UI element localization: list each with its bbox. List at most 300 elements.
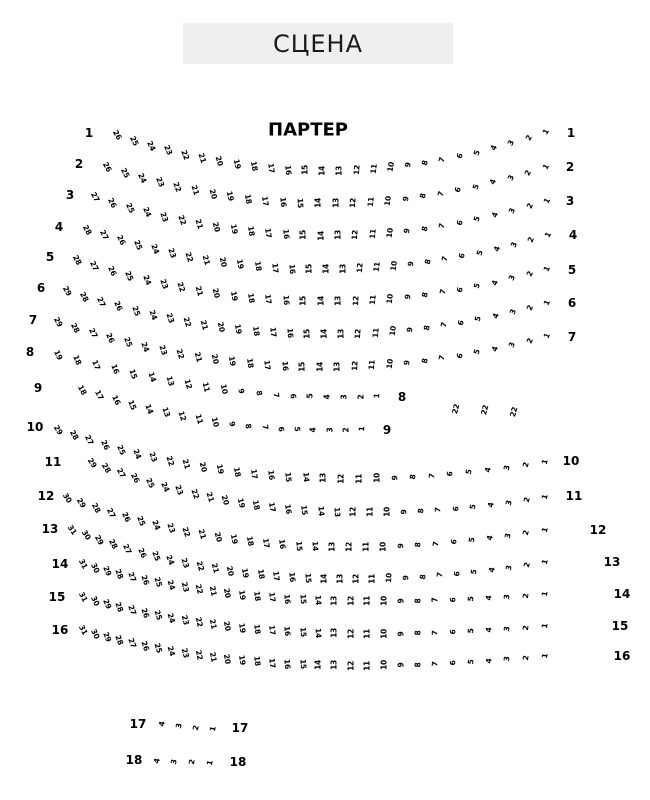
seat[interactable]: 6	[454, 152, 465, 161]
seat[interactable]: 18	[252, 260, 263, 272]
seat[interactable]: 28	[113, 633, 126, 647]
seat[interactable]: 9	[402, 227, 413, 235]
seat[interactable]: 5	[305, 393, 315, 399]
seat[interactable]: 15	[297, 594, 308, 605]
seat[interactable]: 19	[228, 223, 240, 236]
seat[interactable]: 22	[175, 281, 188, 294]
seat[interactable]: 1	[541, 196, 552, 206]
seat[interactable]: 21	[198, 318, 210, 331]
seat[interactable]: 3	[169, 758, 180, 765]
seat[interactable]: 31	[65, 523, 79, 537]
seat[interactable]: 5	[465, 659, 476, 665]
seat[interactable]: 4	[489, 278, 500, 287]
seat[interactable]: 24	[166, 644, 178, 657]
seat[interactable]: 14	[146, 371, 158, 384]
seat[interactable]: 1	[357, 426, 367, 432]
seat[interactable]: 19	[239, 566, 251, 579]
seat[interactable]: 19	[231, 158, 243, 170]
seat[interactable]: 24	[158, 480, 171, 493]
seat[interactable]: 15	[126, 398, 139, 411]
seat[interactable]: 28	[80, 223, 94, 237]
seat[interactable]: 2	[341, 427, 351, 433]
seat[interactable]: 24	[140, 273, 153, 287]
seat[interactable]: 9	[399, 509, 409, 515]
seat[interactable]: 10	[378, 541, 388, 552]
seat[interactable]: 24	[166, 611, 178, 624]
seat[interactable]: 16	[266, 469, 277, 481]
seat[interactable]: 26	[112, 300, 125, 313]
seat[interactable]: 13	[164, 374, 176, 387]
seat[interactable]: 26	[139, 606, 152, 619]
seat[interactable]: 14	[315, 296, 325, 307]
seat[interactable]: 16	[286, 571, 298, 583]
seat[interactable]: 25	[121, 336, 134, 349]
seat[interactable]: 26	[119, 510, 132, 524]
seat[interactable]: 17	[271, 570, 282, 582]
seat[interactable]: 23	[165, 522, 178, 535]
seat[interactable]: 21	[196, 152, 209, 165]
seat[interactable]: 2	[523, 168, 534, 177]
seat[interactable]: 6	[276, 425, 286, 432]
seat[interactable]: 8	[421, 324, 432, 332]
seat[interactable]: 3	[173, 722, 184, 730]
seat[interactable]: 22	[193, 616, 205, 629]
seat[interactable]: 13	[333, 230, 343, 241]
seat[interactable]: 26	[100, 160, 114, 174]
seat[interactable]: 19	[236, 621, 248, 634]
seat[interactable]: 4	[485, 501, 496, 509]
seat[interactable]: 28	[113, 567, 126, 581]
seat[interactable]: 9	[401, 359, 412, 366]
seat[interactable]: 8	[413, 598, 423, 604]
seat[interactable]: 15	[303, 264, 313, 275]
seat[interactable]: 9	[395, 631, 405, 637]
seat[interactable]: 16	[281, 294, 292, 306]
seat[interactable]: 3	[502, 656, 513, 663]
seat[interactable]: 10	[384, 293, 396, 305]
seat[interactable]: 20	[197, 460, 209, 473]
seat[interactable]: 25	[123, 269, 136, 282]
seat[interactable]: 3	[504, 564, 514, 571]
seat[interactable]: 4	[484, 595, 494, 601]
seat[interactable]: 27	[114, 466, 128, 480]
seat[interactable]: 1	[541, 331, 552, 341]
seat[interactable]: 30	[88, 561, 102, 574]
seat[interactable]: 28	[99, 461, 113, 475]
seat[interactable]: 16	[282, 625, 293, 637]
seat[interactable]: 18	[250, 325, 261, 337]
seat[interactable]: 16	[277, 538, 288, 550]
seat[interactable]: 2	[524, 336, 535, 345]
seat[interactable]: 5	[471, 215, 483, 224]
seat[interactable]: 12	[353, 328, 363, 339]
seat[interactable]: 9	[390, 474, 400, 481]
seat[interactable]: 10	[218, 383, 230, 395]
seat[interactable]: 18	[251, 655, 263, 667]
seat[interactable]: 17	[263, 227, 274, 239]
seat[interactable]: 5	[463, 469, 474, 476]
seat[interactable]: 26	[135, 546, 148, 559]
seat[interactable]: 20	[222, 620, 233, 632]
seat[interactable]: 21	[207, 585, 219, 598]
seat[interactable]: 7	[440, 255, 451, 263]
seat[interactable]: 27	[86, 326, 100, 340]
seat[interactable]: 17	[267, 326, 278, 338]
seat[interactable]: 19	[228, 533, 240, 546]
seat[interactable]: 3	[507, 307, 518, 316]
seat[interactable]: 9	[402, 293, 413, 301]
seat[interactable]: 10	[372, 473, 382, 484]
seat[interactable]: 6	[456, 318, 467, 327]
seat[interactable]: 5	[471, 348, 482, 356]
seat[interactable]: 17	[266, 624, 278, 636]
seat[interactable]: 29	[85, 456, 99, 470]
seat[interactable]: 24	[136, 171, 149, 184]
seat[interactable]: 14	[313, 198, 323, 209]
seat[interactable]: 22	[181, 315, 193, 328]
seat[interactable]: 17	[248, 467, 260, 480]
seat[interactable]: 23	[164, 312, 176, 325]
seat[interactable]: 26	[129, 471, 142, 485]
seat[interactable]: 23	[158, 277, 171, 290]
seat[interactable]: 25	[132, 238, 145, 252]
seat[interactable]: 2	[525, 235, 536, 245]
seat[interactable]: 20	[207, 187, 219, 200]
seat[interactable]: 8	[416, 508, 426, 514]
seat[interactable]: 18	[244, 357, 256, 369]
seat[interactable]: 8	[243, 422, 254, 429]
seat[interactable]: 16	[282, 658, 293, 669]
seat[interactable]: 10	[378, 660, 388, 671]
seat[interactable]: 3	[502, 593, 512, 600]
seat[interactable]: 2	[521, 529, 532, 537]
seat[interactable]: 19	[236, 654, 248, 666]
seat[interactable]: 14	[313, 594, 324, 606]
seat[interactable]: 8	[419, 357, 430, 364]
seat[interactable]: 3	[501, 464, 512, 472]
seat[interactable]: 20	[219, 494, 232, 507]
seat[interactable]: 12	[336, 473, 346, 484]
seat[interactable]: 17	[262, 359, 273, 371]
seat[interactable]: 7	[437, 156, 448, 164]
seat[interactable]: 18	[242, 193, 254, 205]
seat[interactable]: 13	[318, 473, 328, 484]
seat[interactable]: 28	[113, 600, 126, 614]
seat[interactable]: 23	[179, 647, 191, 659]
seat[interactable]: 22	[450, 403, 462, 415]
seat[interactable]: 12	[344, 542, 354, 552]
seat[interactable]: 3	[324, 427, 334, 433]
seat[interactable]: 2	[521, 561, 532, 569]
seat[interactable]: 22	[179, 148, 192, 161]
seat[interactable]: 7	[438, 321, 449, 329]
seat[interactable]: 2	[521, 592, 531, 599]
seat[interactable]: 1	[372, 393, 382, 399]
seat[interactable]: 28	[70, 253, 84, 267]
seat[interactable]: 13	[332, 361, 342, 372]
seat[interactable]: 10	[387, 325, 398, 337]
seat[interactable]: 27	[83, 433, 96, 447]
seat[interactable]: 7	[436, 354, 447, 362]
seat[interactable]: 15	[298, 296, 308, 306]
seat[interactable]: 19	[224, 190, 236, 203]
seat[interactable]: 31	[76, 557, 90, 571]
seat[interactable]: 18	[245, 225, 257, 238]
seat[interactable]: 12	[349, 361, 360, 372]
seat[interactable]: 21	[207, 618, 219, 630]
seat[interactable]: 1	[539, 493, 550, 501]
seat[interactable]: 1	[541, 264, 552, 274]
seat[interactable]: 7	[433, 506, 443, 513]
seat[interactable]: 23	[158, 210, 171, 223]
seat[interactable]: 25	[118, 166, 132, 179]
seat[interactable]: 13	[329, 595, 339, 606]
seat[interactable]: 26	[105, 264, 119, 278]
seat[interactable]: 11	[362, 660, 372, 671]
seat[interactable]: 16	[278, 196, 289, 208]
seat[interactable]: 18	[244, 535, 256, 547]
seat[interactable]: 11	[365, 507, 375, 518]
seat[interactable]: 1	[539, 526, 550, 534]
seat[interactable]: 4	[484, 657, 494, 664]
seat[interactable]: 15	[300, 165, 310, 176]
seat[interactable]: 25	[123, 201, 137, 214]
seat[interactable]: 8	[423, 258, 433, 266]
seat[interactable]: 30	[79, 528, 93, 542]
seat[interactable]: 22	[188, 487, 201, 501]
seat[interactable]: 27	[126, 570, 139, 584]
seat[interactable]: 4	[484, 534, 495, 542]
seat[interactable]: 18	[71, 353, 84, 367]
seat[interactable]: 17	[269, 262, 280, 273]
seat[interactable]: 3	[502, 532, 513, 540]
seat[interactable]: 29	[51, 423, 65, 437]
seat[interactable]: 17	[260, 195, 271, 207]
seat[interactable]: 2	[521, 496, 532, 504]
seat[interactable]: 7	[437, 288, 448, 296]
seat[interactable]: 21	[192, 350, 204, 363]
seat[interactable]: 13	[329, 628, 339, 639]
seat[interactable]: 24	[145, 139, 158, 152]
seat[interactable]: 12	[350, 229, 360, 241]
seat[interactable]: 1	[204, 759, 215, 767]
seat[interactable]: 2	[523, 133, 534, 143]
seat[interactable]: 13	[336, 329, 346, 340]
seat[interactable]: 18	[251, 623, 263, 635]
seat[interactable]: 19	[227, 355, 238, 368]
seat[interactable]: 1	[539, 652, 550, 660]
seat[interactable]: 16	[283, 164, 294, 175]
seat[interactable]: 22	[193, 583, 205, 596]
seat[interactable]: 20	[210, 220, 223, 233]
seat[interactable]: 23	[153, 176, 167, 189]
seat[interactable]: 16	[282, 593, 293, 604]
seat[interactable]: 11	[354, 473, 364, 484]
seat[interactable]: 11	[367, 228, 378, 240]
seat[interactable]: 6	[448, 660, 458, 666]
seat[interactable]: 21	[196, 528, 208, 541]
seat[interactable]: 25	[143, 476, 157, 489]
seat[interactable]: 11	[362, 596, 372, 607]
seat[interactable]: 6	[450, 505, 461, 512]
seat[interactable]: 30	[88, 627, 102, 640]
seat[interactable]: 18	[75, 383, 89, 397]
seat[interactable]: 27	[95, 295, 108, 308]
seat[interactable]: 10	[384, 358, 395, 370]
seat[interactable]: 29	[93, 533, 106, 547]
seat[interactable]: 23	[147, 451, 160, 464]
seat[interactable]: 18	[251, 499, 263, 511]
seat[interactable]: 13	[334, 165, 344, 176]
seat[interactable]: 15	[295, 197, 306, 209]
seat[interactable]: 14	[313, 659, 323, 670]
seat[interactable]: 26	[139, 639, 152, 652]
seat[interactable]: 27	[121, 542, 134, 555]
seat[interactable]: 14	[321, 264, 331, 275]
seat[interactable]: 23	[166, 246, 179, 260]
seat[interactable]: 3	[503, 499, 514, 506]
seat[interactable]: 4	[308, 427, 318, 433]
seat[interactable]: 22	[180, 525, 193, 538]
seat[interactable]: 11	[370, 327, 381, 339]
seat[interactable]: 19	[236, 589, 248, 601]
seat[interactable]: 11	[365, 196, 376, 208]
seat[interactable]: 4	[484, 627, 494, 634]
seat[interactable]: 16	[109, 393, 122, 407]
seat[interactable]: 26	[99, 438, 112, 452]
seat[interactable]: 27	[88, 190, 102, 204]
seat[interactable]: 18	[255, 568, 267, 580]
seat[interactable]: 21	[193, 284, 205, 297]
seat[interactable]: 11	[362, 628, 372, 639]
seat[interactable]: 14	[143, 402, 156, 415]
seat[interactable]: 3	[506, 138, 517, 148]
seat[interactable]: 6	[451, 570, 462, 577]
seat[interactable]: 8	[254, 389, 264, 397]
seat[interactable]: 8	[408, 473, 418, 480]
seat[interactable]: 28	[107, 537, 120, 551]
seat[interactable]: 12	[350, 295, 361, 306]
seat[interactable]: 25	[152, 576, 165, 589]
seat[interactable]: 20	[212, 531, 224, 543]
seat[interactable]: 9	[227, 420, 237, 428]
seat[interactable]: 21	[193, 217, 205, 230]
seat[interactable]: 23	[179, 614, 191, 627]
seat[interactable]: 21	[204, 491, 216, 504]
seat[interactable]: 9	[406, 260, 416, 268]
seat[interactable]: 24	[131, 447, 144, 460]
seat[interactable]: 9	[395, 543, 406, 549]
seat[interactable]: 24	[164, 553, 177, 566]
seat[interactable]: 7	[426, 472, 437, 479]
seat[interactable]: 12	[354, 263, 365, 274]
seat[interactable]: 17	[263, 293, 274, 305]
seat[interactable]: 23	[179, 581, 191, 594]
seat[interactable]: 25	[134, 514, 147, 528]
seat[interactable]: 22	[508, 406, 520, 418]
seat[interactable]: 3	[506, 340, 517, 349]
seat[interactable]: 9	[395, 598, 405, 604]
seat[interactable]: 17	[265, 162, 277, 174]
seat[interactable]: 9	[400, 574, 411, 581]
seat[interactable]: 27	[97, 228, 111, 242]
seat[interactable]: 4	[156, 720, 167, 728]
seat[interactable]: 19	[214, 463, 226, 476]
seat[interactable]: 6	[288, 392, 299, 399]
seat[interactable]: 12	[348, 507, 358, 518]
seat[interactable]: 31	[76, 623, 90, 637]
seat[interactable]: 27	[88, 259, 101, 272]
seat[interactable]: 4	[489, 344, 500, 353]
seat[interactable]: 2	[190, 724, 201, 731]
seat[interactable]: 24	[141, 205, 154, 219]
seat[interactable]: 11	[367, 294, 378, 306]
seat[interactable]: 24	[166, 578, 178, 591]
seat[interactable]: 11	[193, 412, 205, 425]
seat[interactable]: 13	[332, 506, 342, 517]
seat[interactable]: 8	[420, 159, 430, 167]
seat[interactable]: 11	[368, 163, 379, 175]
seat[interactable]: 10	[383, 573, 394, 584]
seat[interactable]: 1	[207, 725, 218, 733]
seat[interactable]: 7	[430, 661, 440, 667]
seat[interactable]: 20	[210, 287, 223, 300]
seat[interactable]: 10	[388, 260, 400, 272]
seat[interactable]: 8	[413, 542, 423, 548]
seat[interactable]: 14	[310, 541, 321, 552]
seat[interactable]: 16	[280, 360, 290, 372]
seat[interactable]: 8	[419, 225, 430, 232]
seat[interactable]: 8	[419, 291, 430, 299]
seat[interactable]: 22	[171, 180, 184, 193]
seat[interactable]: 23	[157, 344, 169, 357]
seat[interactable]: 30	[60, 491, 74, 505]
seat[interactable]: 2	[186, 758, 197, 766]
seat[interactable]: 5	[465, 628, 476, 635]
seat[interactable]: 28	[69, 321, 82, 334]
seat[interactable]: 2	[355, 394, 365, 400]
seat[interactable]: 15	[297, 659, 308, 670]
seat[interactable]: 18	[231, 465, 243, 478]
seat[interactable]: 21	[209, 562, 221, 575]
seat[interactable]: 26	[115, 233, 128, 247]
seat[interactable]: 6	[454, 351, 465, 359]
seat[interactable]: 6	[448, 539, 459, 546]
seat[interactable]: 7	[430, 540, 441, 547]
seat[interactable]: 27	[104, 506, 118, 520]
seat[interactable]: 29	[51, 315, 65, 329]
seat[interactable]: 25	[152, 609, 165, 622]
seat[interactable]: 6	[453, 186, 464, 195]
seat[interactable]: 16	[283, 503, 294, 515]
seat[interactable]: 5	[465, 596, 476, 602]
seat[interactable]: 31	[76, 590, 90, 604]
seat[interactable]: 27	[126, 603, 139, 617]
seat[interactable]: 14	[301, 472, 311, 483]
seat[interactable]: 12	[345, 628, 355, 639]
seat[interactable]: 25	[127, 134, 141, 147]
seat[interactable]: 17	[266, 657, 277, 668]
seat[interactable]: 9	[395, 662, 405, 668]
seat[interactable]: 29	[75, 496, 89, 510]
seat[interactable]: 24	[149, 242, 162, 256]
seat[interactable]: 15	[297, 626, 308, 638]
seat[interactable]: 7	[434, 572, 445, 579]
seat[interactable]: 4	[490, 311, 501, 320]
seat[interactable]: 13	[329, 660, 339, 671]
seat[interactable]: 7	[430, 598, 440, 603]
seat[interactable]: 29	[101, 564, 114, 578]
